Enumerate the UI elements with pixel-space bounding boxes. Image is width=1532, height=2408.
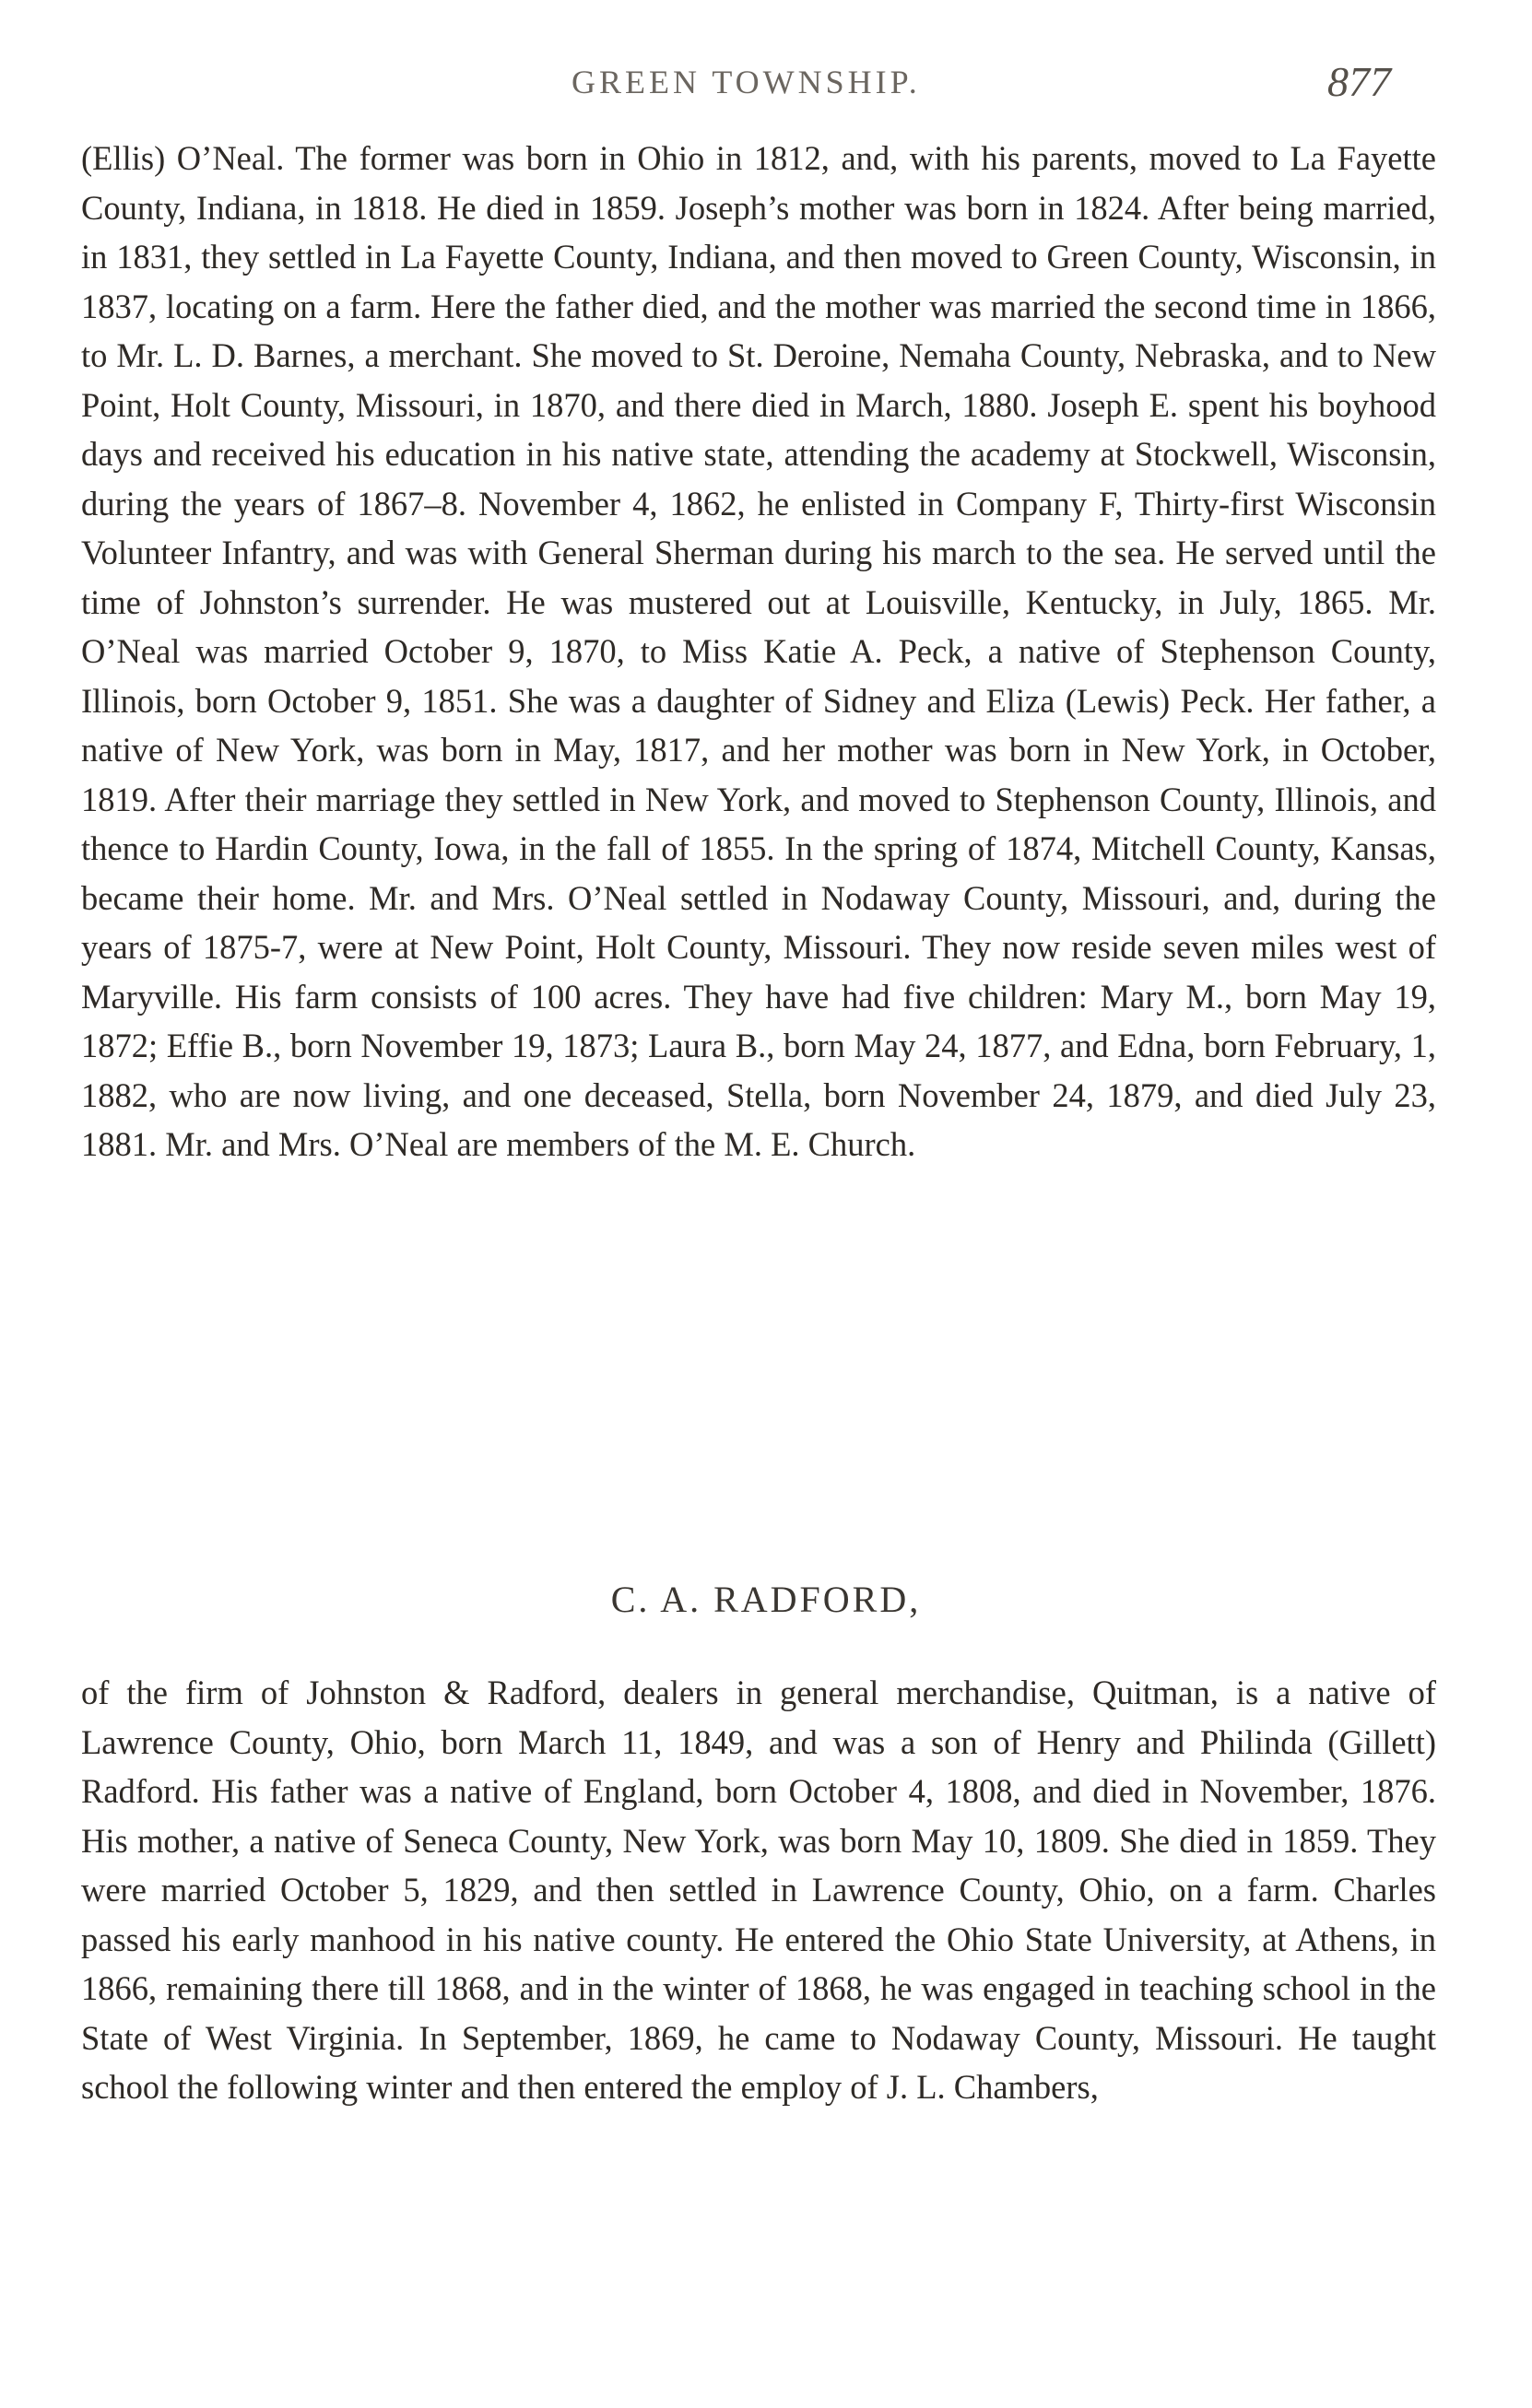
continued-biography [81,134,1436,1169]
radford-biography [81,1668,1436,2112]
section-paragraph: of the firm of Johnston & Radford, dealers in general merchandise, Quitman, is a native of Lawrence County, Ohio, born March 11, 1849, and was a son of Henry and Philinda (Gillett) Radford. His father was a native of England, born October 4, 1808, and died in November, 1876. His mother, a native of Seneca County, New York, was born May 10, 1809. She died in 1859. They were married October 5, 1829, and then settled in Lawrence County, Ohio, on a farm. Charles passed his early manhood in his native county. He entered the Ohio State University, at Athens, in 1866, remaining there till 1868, and in the winter of 1868, he was engaged in teaching school in the State of West Virginia. In September, 1869, he came to Nodaway County, Missouri. He taught school the following winter and then entered the employ of J. L. Chambers, [81,1674,1436,2106]
continued-paragraph: (Ellis) O’Neal. The former was born in Ohio in 1812, and, with his parents, moved to La Fayette County, Indiana, in 1818. He died in 1859. Joseph’s mother was born in 1824. After being married, in 1831, they settled in La Fayette County, Indiana, and then moved to Green County, Wisconsin, in 1837, locating on a farm. Here the father died, and the mother was married the second time in 1866, to Mr. L. D. Barnes, a merchant. She moved to St. Deroine, Nemaha County, Nebraska, and to New Point, Holt County, Missouri, in 1870, and there died in March, 1880. Joseph E. spent his boyhood days and received his education in his native state, attending the academy at Stockwell, Wisconsin, during the years of 1867–8. November 4, 1862, he enlisted in Company F, Thirty-first Wisconsin Volunteer Infantry, and was with General Sherman during his march to the sea. He served until the time of Johnston’s surrender. He was mustered out at Louisville, Kentucky, in July, 1865. Mr. O’Neal was married October 9, 1870, to Miss Katie A. Peck, a native of Stephenson County, Illinois, born October 9, 1851. She was a daughter of Sidney and Eliza (Lewis) Peck. Her father, a native of New York, was born in May, 1817, and her mother was born in New York, in October, 1819. After their marriage they settled in New York, and moved to Stephenson County, Illinois, and thence to Hardin County, Iowa, in the fall of 1855. In the spring of 1874, Mitchell County, Kansas, became their home. Mr. and Mrs. O’Neal settled in Nodaway County, Missouri, and, during the years of 1875-7, were at New Point, Holt County, Missouri. They now reside seven miles west of Maryville. His farm consists of 100 acres. They have had five children: Mary M., born May 19, 1872; Effie B., born November 19, 1873; Laura B., born May 24, 1877, and Edna, born February, 1, 1882, who are now living, and one deceased, Stella, born November 24, 1879, and died July 23, 1881. Mr. and Mrs. O’Neal are members of the M. E. Church. [81,139,1436,1163]
page-number: 877 [1327,58,1391,105]
section-heading: C. A. RADFORD, [610,1579,922,1620]
running-head [0,57,1532,112]
running-title: GREEN TOWNSHIP. [572,64,921,100]
